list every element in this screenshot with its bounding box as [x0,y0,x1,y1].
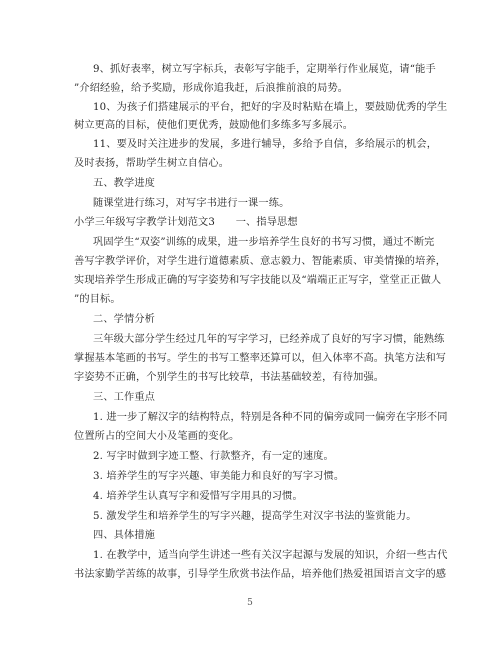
paragraph-line: 树立更高的目标，使他们更优秀，鼓励他们多练多写多展示。 [74,120,354,131]
list-item: 位置所占的空间大小及笔画的变化。 [74,431,240,442]
paragraph-line: 9、抓好表率，树立写字标兵，表彰写字能手，定期举行作业展览，请“能手 [93,64,436,75]
paragraph-line: 随课堂进行练习，对写字书进行一课一练。 [93,198,290,209]
paragraph-line: 巩固学生“双姿”训练的成果，进一步培养学生良好的书写习惯，通过不断完 [93,237,435,248]
list-item: 1. 进一步了解汉字的结构特点，特别是各种不同的偏旁或同一偏旁在字形不同 [93,412,448,423]
section-heading: 四、具体措施 [93,530,156,541]
list-item: 3. 培养学生的写字兴趣、审美能力和良好的写字习惯。 [93,471,345,482]
paragraph-line: 三年级大部分学生经过几年的写字学习，已经养成了良好的写字习惯，能熟练 [93,334,445,345]
paragraph-line: 掌握基本笔画的书写。学生的书写工整率还算可以，但入体率不高。执笔方法和写 [74,353,447,364]
list-item: 2. 写字时做到字迹工整、行款整齐，有一定的速度。 [93,451,334,462]
list-item: 书法家勤学苦练的故事，引导学生欣赏书法作品，培养他们热爱祖国语言文字的感 [74,569,447,580]
paragraph-line: ”的目标。 [74,294,121,305]
paragraph-line: ”介绍经验，给予奖励，形成你追我赶，后浪推前浪的局势。 [74,83,349,94]
list-item: 5. 激发学生和培养学生的写字兴趣，提高学生对汉字书法的鉴赏能力。 [93,511,417,522]
section-heading: 二、学情分析 [93,314,156,325]
list-item: 1. 在教学中，适当向学生讲述一些有关汉字起源与发展的知识，介绍一些古代 [93,550,448,561]
page-number: 5 [247,598,253,608]
section-heading: 五、教学进度 [93,178,156,189]
paragraph-line: 实现培养学生形成正确的写字姿势和写字技能以及“端端正正写字，堂堂正正做人 [74,275,442,286]
paragraph-line: 及时表扬，帮助学生树立自信心。 [74,158,230,169]
list-item: 4. 培养学生认真写字和爱惜写字用具的习惯。 [93,491,303,502]
paragraph-line: 11、要及时关注进步的发展，多进行辅导，多给予自信，多给展示的机会， [93,139,438,150]
section-heading: 小学三年级写字教学计划范文3 一、指导思想 [74,217,298,228]
paragraph-line: 善写字教学评价，对学生进行道德素质、意志毅力、智能素质、审美情操的培养， [74,256,447,267]
section-heading: 三、工作重点 [93,392,156,403]
paragraph-line: 字姿势不正确，个别学生的书写比较草，书法基础较差，有待加强。 [74,372,385,383]
paragraph-line: 10、为孩子们搭建展示的平台，把好的字及时粘贴在墙上，要鼓励优秀的学生 [93,102,448,113]
